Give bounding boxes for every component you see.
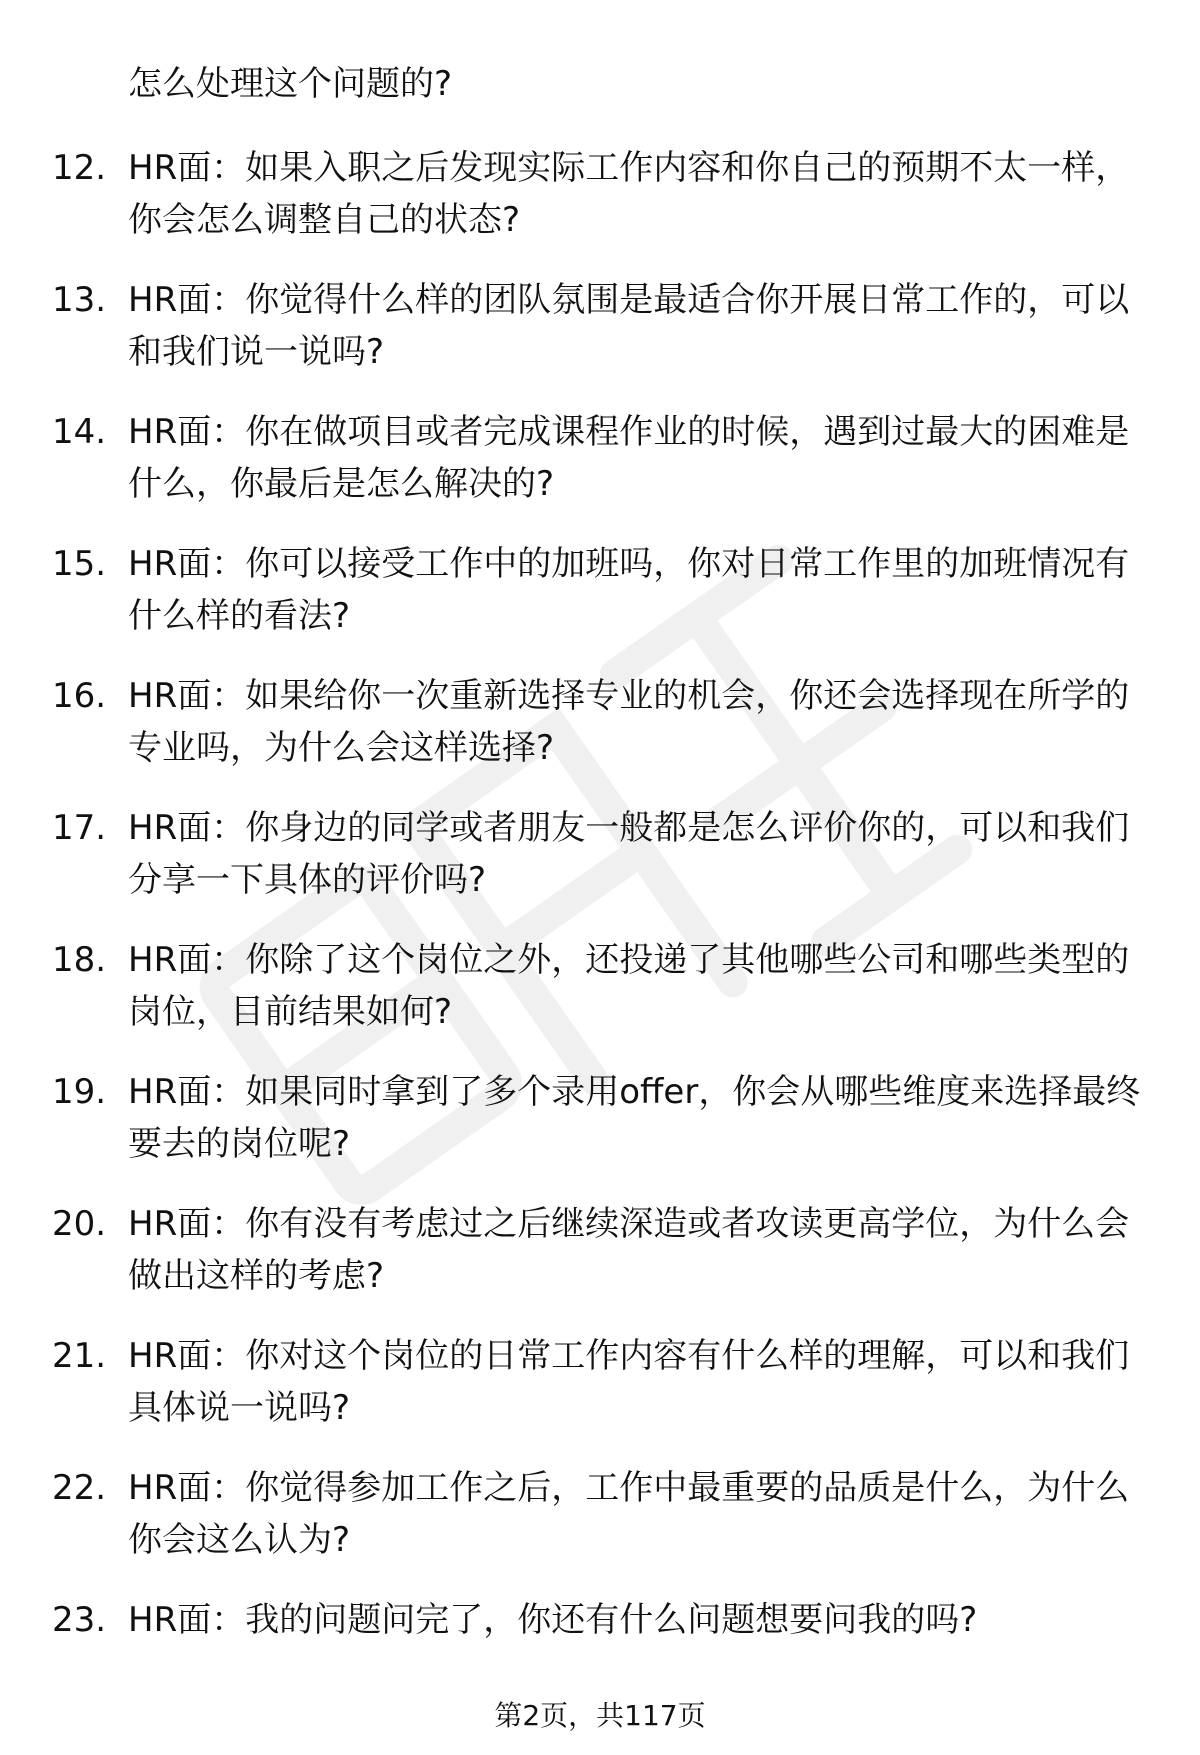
question-number: 16. [52,676,107,716]
list-item [0,670,1200,790]
list-item [0,406,1200,526]
question-number: 23. [52,1600,107,1640]
question-number: 21. [52,1336,107,1376]
list-item [0,1066,1200,1186]
list-item [0,934,1200,1054]
question-text: HR面：你可以接受工作中的加班吗，你对日常工作里的加班情况有什么样的看法? [128,544,1130,636]
question-number: 12. [52,148,107,188]
question-number: 18. [52,940,107,980]
page-footer: 第2页，共117页 [494,1699,706,1732]
question-text: HR面：你有没有考虑过之后继续深造或者攻读更高学位，为什么会做出这样的考虑? [128,1204,1130,1296]
list-item [0,802,1200,922]
question-text: HR面：你除了这个岗位之外，还投递了其他哪些公司和哪些类型的岗位，目前结果如何? [128,940,1130,1032]
list-item [0,1594,1200,1714]
list-item [0,1462,1200,1582]
question-number: 15. [52,544,107,584]
question-text: HR面：你对这个岗位的日常工作内容有什么样的理解，可以和我们具体说一说吗? [128,1336,1130,1428]
question-text: HR面：如果给你一次重新选择专业的机会，你还会选择现在所学的专业吗，为什么会这样选择? [128,676,1130,768]
question-number: 17. [52,808,107,848]
list-item [0,538,1200,658]
question-number: 13. [52,280,107,320]
question-number: 19. [52,1072,107,1112]
list-item [0,1198,1200,1318]
list-item [0,1330,1200,1450]
list-item [0,274,1200,394]
question-text: HR面：你觉得参加工作之后，工作中最重要的品质是什么，为什么你会这么认为? [128,1468,1130,1560]
continued-question-text: 怎么处理这个问题的? [128,64,453,104]
question-number: 14. [52,412,107,452]
question-text: HR面：我的问题问完了，你还有什么问题想要问我的吗? [128,1600,978,1640]
list-item [0,142,1200,262]
question-number: 22. [52,1468,107,1508]
question-text: HR面：如果同时拿到了多个录用offer，你会从哪些维度来选择最终要去的岗位呢? [128,1072,1141,1164]
question-text: HR面：你在做项目或者完成课程作业的时候，遇到过最大的困难是什么，你最后是怎么解决的? [128,412,1130,504]
question-text: HR面：你觉得什么样的团队氛围是最适合你开展日常工作的，可以和我们说一说吗? [128,280,1130,372]
question-number: 20. [52,1204,107,1244]
question-text: HR面：如果入职之后发现实际工作内容和你自己的预期不太一样，你会怎么调整自己的状态? [128,148,1130,240]
question-text: HR面：你身边的同学或者朋友一般都是怎么评价你的，可以和我们分享一下具体的评价吗? [128,808,1130,900]
